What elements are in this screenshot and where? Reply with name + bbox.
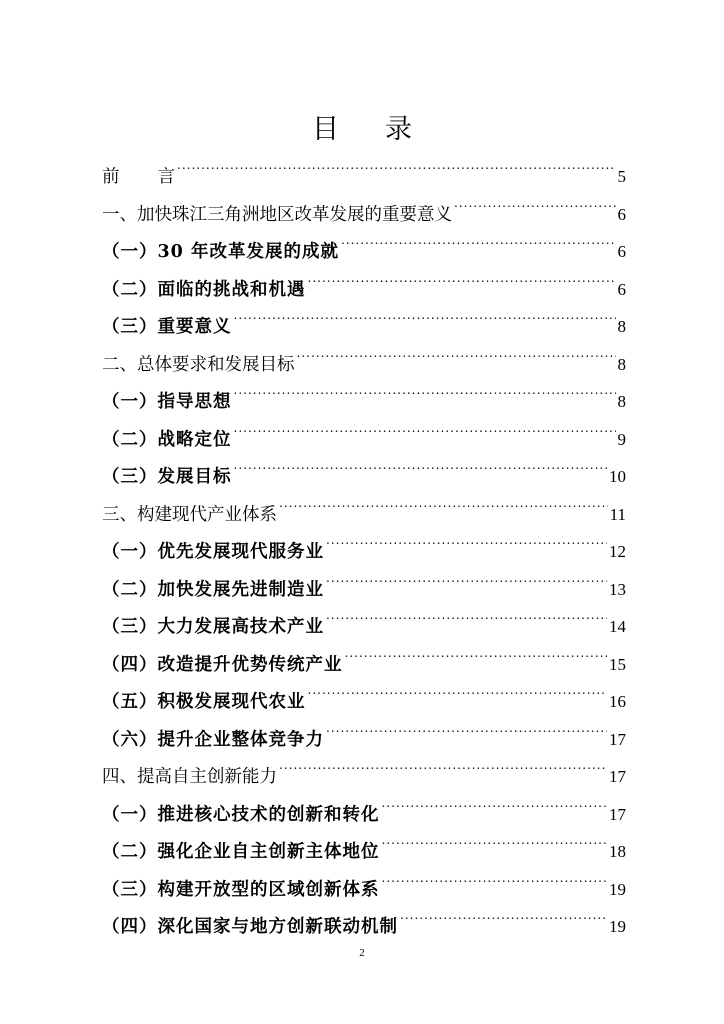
toc-subsection-entry: [102, 715, 626, 753]
toc-page-number: 13: [609, 579, 626, 599]
toc-entry-label: （二）加快发展先进制造业: [102, 579, 324, 600]
toc-page-number: 8: [617, 354, 626, 374]
toc-page-number: 6: [617, 242, 626, 261]
toc-entry-label: （三）构建开放型的区域创新体系: [102, 879, 380, 900]
toc-entry-label: （三）重要意义: [102, 317, 232, 337]
toc-page-number: 17: [609, 729, 626, 749]
toc-page-number: 11: [609, 504, 626, 524]
toc-dot-leader: [308, 677, 608, 707]
toc-entry-label: （二）强化企业自主创新主体地位: [102, 842, 380, 862]
toc-dot-leader: [234, 377, 616, 407]
toc-dot-leader: [326, 527, 607, 557]
toc-section-entry: [102, 490, 626, 528]
toc-subsection-entry: [102, 527, 626, 565]
toc-dot-leader: [382, 827, 608, 857]
toc-entry-label: （三）大力发展高技术产业: [102, 617, 324, 637]
toc-entry-label: （二）面临的挑战和机遇: [102, 279, 306, 300]
toc-subsection-entry: [102, 265, 626, 303]
toc-entry-label: 二、总体要求和发展目标: [102, 354, 295, 375]
toc-entry-label: （四）深化国家与地方创新联动机制: [102, 917, 398, 937]
toc-subsection-entry: [102, 302, 626, 340]
toc-title-char-1: 目: [312, 114, 339, 145]
toc-dot-leader: [279, 490, 608, 520]
toc-dot-leader: [234, 415, 616, 445]
toc-dot-leader: [326, 715, 607, 745]
toc-page-number: 19: [609, 879, 626, 899]
toc-section-entry: [102, 340, 626, 378]
toc-dot-leader: [177, 152, 616, 182]
toc-subsection-entry: [102, 565, 626, 603]
toc-dot-leader: [326, 602, 607, 632]
toc-subsection-entry: [102, 640, 626, 678]
toc-entry-label: （二）战略定位: [102, 429, 232, 450]
toc-title: [0, 112, 724, 148]
toc-subsection-entry: [102, 415, 626, 453]
toc-page-number: 15: [609, 654, 626, 674]
toc-subsection-entry: [102, 827, 626, 865]
toc-entry-label: （一）30 年改革发展的成就: [102, 242, 339, 262]
toc-page-number: 16: [609, 692, 626, 711]
toc-page-number: 10: [609, 467, 626, 486]
toc-page-number: 14: [609, 617, 626, 636]
toc-page-number: 17: [609, 804, 626, 824]
toc-entry-label: 前 言: [102, 167, 175, 187]
toc-dot-leader: [341, 227, 616, 257]
toc-page-number: 19: [609, 917, 626, 936]
table-of-contents: [102, 152, 626, 940]
toc-entry-label: 一、加快珠江三角洲地区改革发展的重要意义: [102, 204, 452, 225]
toc-subsection-entry: [102, 865, 626, 903]
toc-entry-label: 四、提高自主创新能力: [102, 767, 277, 787]
toc-page-number: 6: [617, 204, 626, 224]
toc-subsection-entry: [102, 790, 626, 828]
toc-entry-label: （三）发展目标: [102, 467, 232, 487]
toc-section-entry: [102, 752, 626, 790]
toc-page-number: 9: [617, 429, 626, 449]
toc-subsection-entry: [102, 902, 626, 940]
footer-page-number: 2: [359, 947, 365, 959]
toc-page-number: 12: [609, 542, 626, 561]
toc-subsection-entry: [102, 602, 626, 640]
toc-page-number: 18: [609, 842, 626, 861]
toc-dot-leader: [297, 340, 616, 370]
toc-subsection-entry: [102, 452, 626, 490]
toc-entry-label: 三、构建现代产业体系: [102, 504, 277, 525]
toc-entry-label: （一）指导思想: [102, 392, 232, 412]
toc-subsection-entry: [102, 677, 626, 715]
toc-dot-leader: [400, 902, 607, 932]
toc-subsection-entry: [102, 377, 626, 415]
toc-dot-leader: [279, 752, 607, 782]
toc-section-entry: [102, 152, 626, 190]
toc-dot-leader: [234, 302, 616, 332]
toc-entry-label: （六）提升企业整体竞争力: [102, 729, 324, 750]
toc-subsection-entry: [102, 227, 626, 265]
toc-section-entry: [102, 190, 626, 228]
toc-dot-leader: [345, 640, 608, 670]
toc-dot-leader: [326, 565, 607, 595]
toc-entry-label: （五）积极发展现代农业: [102, 692, 306, 712]
toc-entry-label: （一）推进核心技术的创新和转化: [102, 804, 380, 825]
toc-entry-label: （一）优先发展现代服务业: [102, 542, 324, 562]
toc-page-number: 17: [609, 767, 626, 786]
toc-dot-leader: [382, 790, 608, 820]
toc-page-number: 6: [617, 279, 626, 299]
toc-title-char-2: 录: [385, 114, 412, 145]
toc-dot-leader: [382, 865, 608, 895]
toc-page-number: 5: [617, 167, 626, 186]
toc-entry-label: （四）改造提升优势传统产业: [102, 654, 343, 675]
toc-dot-leader: [234, 452, 608, 482]
toc-page-number: 8: [617, 392, 626, 411]
toc-dot-leader: [454, 190, 616, 220]
toc-dot-leader: [308, 265, 616, 295]
toc-page-number: 8: [617, 317, 626, 336]
